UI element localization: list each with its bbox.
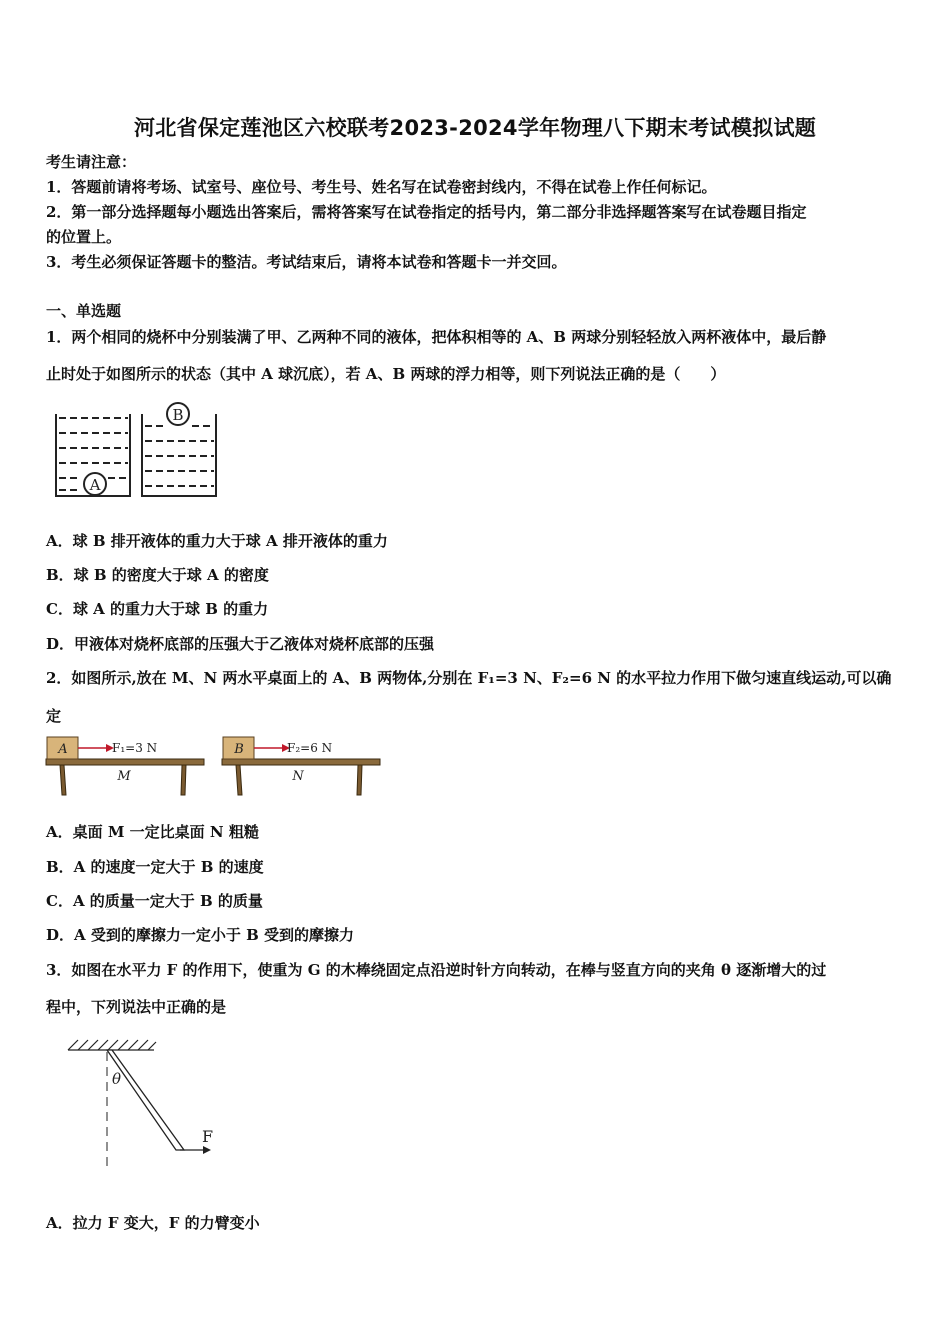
page-title: 河北省保定莲池区六校联考2023-2024学年物理八下期末考试模拟试题	[133, 116, 817, 140]
q1-option-b: B．球 B 的密度大于球 A 的密度	[46, 566, 269, 584]
q3-stem-line2: 程中，下列说法中正确的是	[46, 998, 227, 1016]
q2-tables-figure	[44, 735, 384, 799]
wooden-rod	[107, 1050, 184, 1150]
notice-heading: 考生请注意：	[46, 153, 137, 171]
q1-beaker-figure	[50, 402, 222, 500]
notice-item-3: 3．考生必须保证答题卡的整洁。考试结束后，请将本试卷和答题卡一并交回。	[46, 253, 567, 271]
q2-option-c: C．A 的质量一定大于 B 的质量	[46, 892, 263, 910]
q2-stem-line2: 定	[46, 707, 62, 725]
block-a-label: A	[58, 742, 68, 757]
ball-a-label: A	[89, 476, 101, 494]
force-f-label: F	[202, 1127, 214, 1146]
section-heading: 一、单选题	[46, 302, 122, 320]
q1-option-d: D．甲液体对烧杯底部的压强大于乙液体对烧杯底部的压强	[46, 635, 435, 653]
q1-option-a: A．球 B 排开液体的重力大于球 A 排开液体的重力	[46, 532, 388, 550]
q1-option-c: C．球 A 的重力大于球 B 的重力	[46, 600, 269, 618]
q3-rod-figure	[60, 1030, 220, 1180]
ceiling-support	[68, 1040, 156, 1050]
q2-option-d: D．A 受到的摩擦力一定小于 B 受到的摩擦力	[46, 926, 354, 944]
notice-item-2-cont: 的位置上。	[46, 228, 122, 246]
ball-b-label: B	[172, 406, 184, 424]
q2-option-b: B．A 的速度一定大于 B 的速度	[46, 858, 264, 876]
notice-item-2: 2．第一部分选择题每小题选出答案后，需将答案写在试卷指定的括号内，第二部分非选择题答案写在试卷题目指定	[46, 203, 807, 221]
q3-option-a: A．拉力 F 变大，F 的力臂变小	[46, 1214, 260, 1232]
force-a-label: F₁=3 N	[112, 741, 158, 755]
q1-stem-line2: 止时处于如图所示的状态（其中 A 球沉底），若 A、B 两球的浮力相等，则下列说法正确的是（ ）	[46, 365, 726, 383]
force-f-arrowhead	[203, 1146, 211, 1154]
table-m-label: M	[117, 769, 131, 784]
q2-stem-line1: 2．如图所示,放在 M、N 两水平桌面上的 A、B 两物体,分别在 F₁=3 N、F₂=6 N 的水平拉力作用下做匀速直线运动,可以确	[46, 669, 892, 687]
q1-stem-line1: 1．两个相同的烧杯中分别装满了甲、乙两种不同的液体，把体积相等的 A、B 两球分别轻轻放入两杯液体中，最后静	[46, 328, 827, 346]
angle-theta-label: θ	[112, 1070, 122, 1088]
notice-item-1: 1．答题前请将考场、试室号、座位号、考生号、姓名写在试卷密封线内，不得在试卷上作任何标记。	[46, 178, 717, 196]
q3-stem-line1: 3．如图在水平力 F 的作用下，使重为 G 的木棒绕固定点沿逆时针方向转动，在棒与竖直方向的夹角 θ 逐渐增大的过	[46, 961, 827, 979]
table-n-label: N	[292, 769, 304, 784]
q2-option-a: A．桌面 M 一定比桌面 N 粗糙	[46, 823, 259, 841]
beaker-yi	[142, 414, 216, 496]
block-b-label: B	[234, 742, 244, 757]
force-b-label: F₂=6 N	[287, 741, 333, 755]
